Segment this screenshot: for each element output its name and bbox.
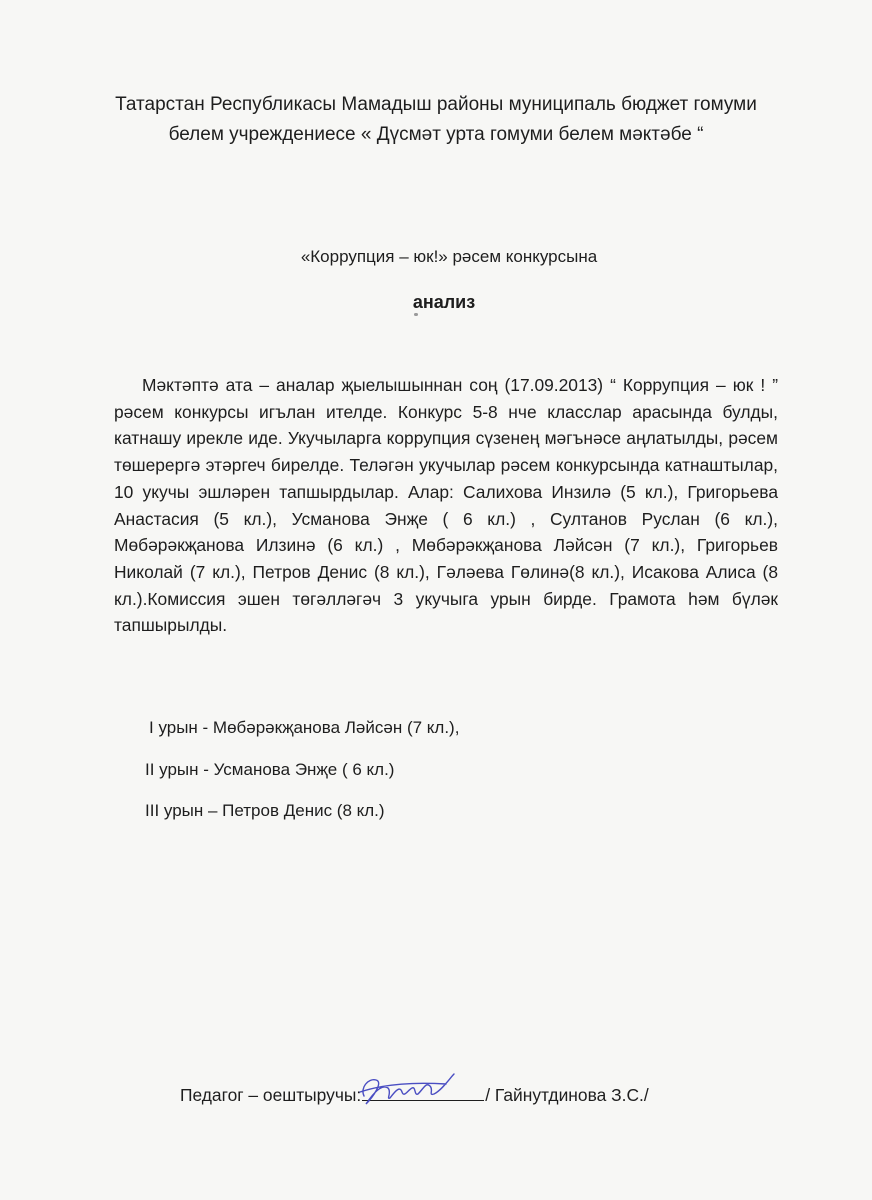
contest-title: «Коррупция – юк!» рәсем конкурсына bbox=[300, 247, 598, 266]
signature-line bbox=[180, 1082, 649, 1106]
organizer-name: / Гайнутдинова З.С./ bbox=[485, 1085, 649, 1105]
school-name-line-1: Татарстан Республикасы Мамадыш районы муниципаль бюджет гомуми bbox=[115, 94, 757, 115]
organizer-role-label: Педагог – оештыручы: bbox=[180, 1085, 362, 1105]
scan-speck bbox=[414, 313, 418, 316]
analysis-paragraph: Мәктәптә ата – аналар җыелышыннан соң (17.09.2013) “ Коррупция – юк ! ” рәсем конкурсы игълан ителде. Конкурс 5-8 нче класслар арасында булды, катнашу ирекле иде. Укучыларга коррупция сүзенең мәгънәсе аңлатылды, рәсем төшерергә этәргеч бирелде. Теләгән укучылар рәсем конкурсында катнаштылар, 10 укучы эшләрен тапшырдылар. Алар: Салихова Инзилә (5 кл.), Григорьева Анастасия (5 кл.), Усманова Энҗе ( 6 кл.) , Султанов Руслан (6 кл.), Мөбәрәкҗанова Илзинә (6 кл.) , Мөбәрәкҗанова Ләйсән (7 кл.), Григорьев Николай (7 кл.), Петров Денис (8 кл.), Гәләева Гөлинә(8 кл.), Исакова Алиса (8 кл.).Комиссия эшен төгәлләгәч 3 укучыга урын бирде. Грамота һәм бүләк тапшырылды. bbox=[114, 375, 778, 636]
school-name-line-2: белем учреждениесе « Дүсмәт урта гомуми белем мәктәбе “ bbox=[168, 124, 704, 145]
handwritten-signature-icon bbox=[354, 1066, 458, 1112]
first-place: I урын - Мөбәрәкҗанова Ләйсән (7 кл.), bbox=[149, 718, 460, 737]
third-place: III урын – Петров Денис (8 кл.) bbox=[145, 801, 385, 820]
document-title: анализ bbox=[412, 292, 476, 312]
second-place: II урын - Усманова Энҗе ( 6 кл.) bbox=[145, 760, 395, 779]
signature-blank bbox=[362, 1082, 484, 1101]
